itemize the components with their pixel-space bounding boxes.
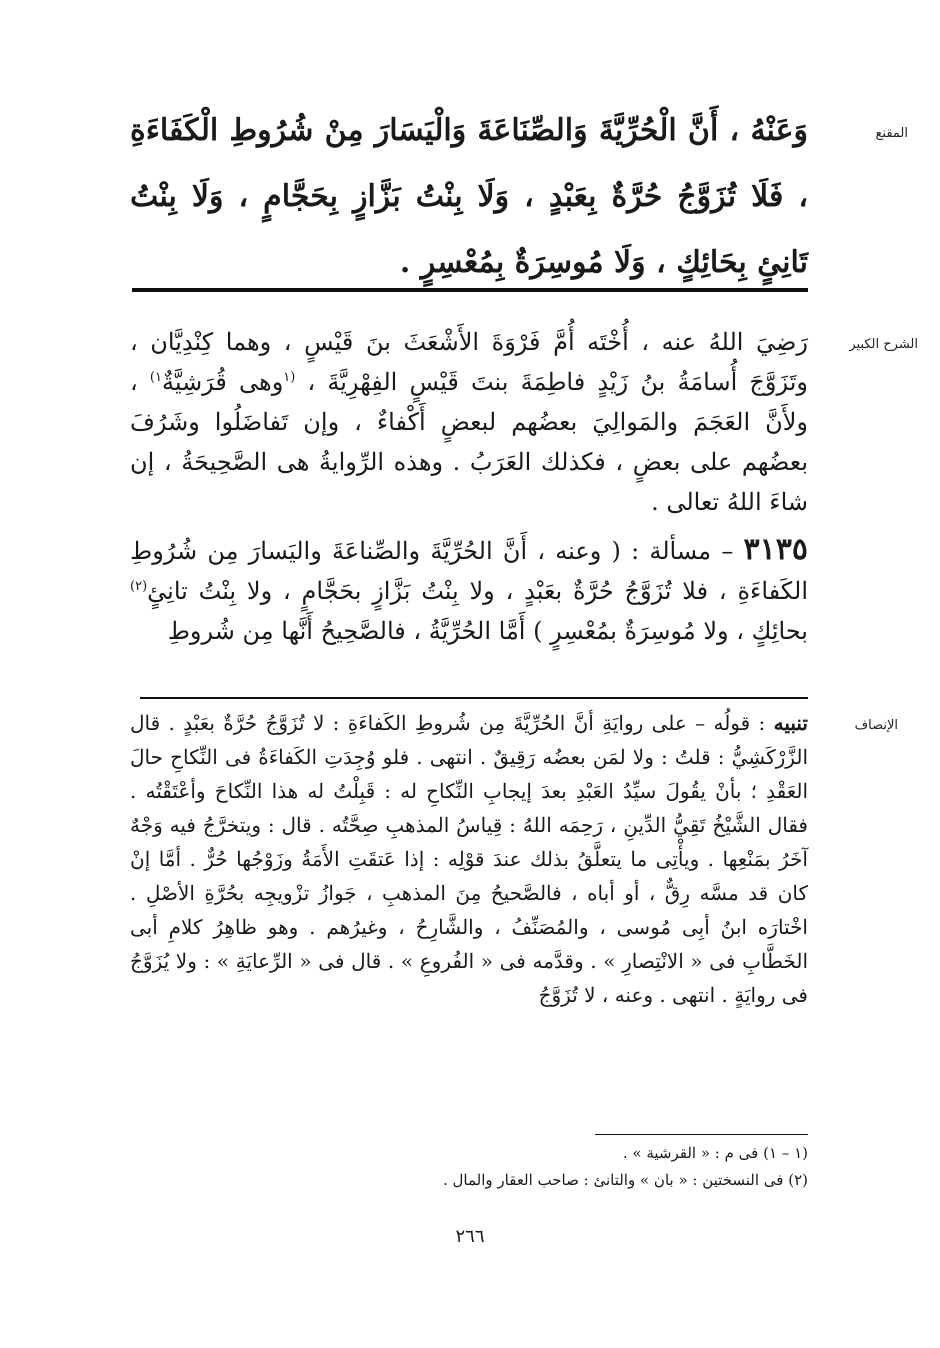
insaf-text — [130, 706, 808, 1012]
sharh-paragraph-1 — [130, 322, 808, 522]
footnote-1: (١ – ١) فى م : « القرشية » . — [622, 1144, 808, 1162]
sharh-text-part: ، ولأَنَّ العَجَمَ والمَوالِيَ بعضُهم لبعضٍ أَكْفاءٌ ، وإن تَفاضَلُوا وشَرُفَ بعضُهم على بعضٍ ، فكذلك العَرَبُ . وهذه الرِّوايةُ هى الصَّحِيحَةُ ، إن شاءَ اللهُ تعالى . — [130, 368, 808, 516]
muqni-text: وَعَنْهُ ، أَنَّ الْحُرِّيَّةَ وَالصِّنَاعَةَ وَالْيَسَارَ مِنْ شُرُوطِ الْكَفَاءَةِ ، فَلَا تُزَوَّجُ حُرَّةٌ بِعَبْدٍ ، وَلَا بِنْتُ بَزَّازٍ بِحَجَّامٍ ، وَلَا بِنْتُ تَانِئٍ بِحَائِكٍ ، وَلَا مُوسِرَةٌ بِمُعْسِرٍ . — [130, 113, 808, 280]
page-number: ٢٦٦ — [455, 1226, 485, 1247]
tanbih-heading: تنبيه — [773, 711, 808, 735]
sharh-text-part: وهى قُرَشِيَّةٌ — [161, 368, 284, 396]
sharh-text — [130, 322, 808, 651]
sharh-text-part: رَضِيَ اللهُ عنه ، أُخْتَه أُمَّ فَرْوَةَ الأَشْعَثَ بنَ قَيْسٍ ، وهما كِنْدِيَّان ، وتَزَوَّجَ أُسامَةُ بنُ زَيْدٍ فاطِمَةَ بنتَ قَيْسٍ الفِهْرِيَّةَ ، — [130, 328, 809, 396]
footnotes — [350, 1140, 808, 1194]
sharh-text-part: – مسألة : ( وعنه ، أَنَّ الحُرِّيَّةَ والصِّناعَةَ واليَسارَ مِن شُرُوطِ الكَفاءَةِ ، فلا تُزَوَّجُ حُرَّةٌ بعَبْدٍ ، ولا بِنْتُ بَزَّازٍ بحَجَّامٍ ، ولا بِنْتُ تانِئٍ — [130, 537, 808, 605]
sharh-divider — [140, 697, 808, 699]
footnote-2-marker: (٢) — [130, 579, 148, 594]
issue-number: ٣١٣٥ — [743, 532, 808, 567]
footnote-1-open-marker: (١ — [283, 370, 296, 385]
footnote-2: (٢) فى النسختين : « بان » والتانئ : صاحب العقار والمال . — [442, 1171, 808, 1189]
muqni-label: المقنع — [875, 126, 908, 141]
footnote-1-close-marker: ١) — [149, 370, 162, 385]
sharh-paragraph-2 — [130, 530, 808, 651]
insaf-body: : قولُه – على روايَةِ أنَّ الحُرِّيَّةَ مِن شُروطِ الكَفاءَةِ : لا تُزَوَّجُ حُرَّةٌ بعَبْدٍ . قال الزَّرْكَشِيُّ : قلتُ : ولا لمَن بعضُه رَقِيقٌ . انتهى . فلو وُجِدَتِ الكَفاءَةُ فى النِّكاحِ حالَ العَقْدِ ؛ بأنْ يقُولَ سيِّدُ العَبْدِ بعدَ إيجابِ النِّكاحِ له : قَبِلْتُ له هذا النِّكاحَ وأعْتَقْتُه . فقال الشَّيْخُ تَقِيُّ الدِّينِ ، رَحِمَه اللهُ : قِياسُ المذهبِ صِحَّتُه . قال : ويتخرَّجُ فيه وَجْهٌ آخَرُ بمَنْعِها . ويأْتِى ما يتعلَّقُ بذلك عندَ قوْلِه : إذا عَتقَتِ الأَمَةُ وزَوْجُها حُرٌّ . أمَّا إنْ كان قد مسَّه رِقٌّ ، أو أباه ، فالصَّحيحُ مِنَ المذهبِ ، جَوازُ تزْويجِه بحُرَّةِ الأصْلِ . اخْتارَه ابنُ أبِى مُوسى ، والمُصَنِّفُ ، والشَّارِحُ ، وغيرُهم . وهو ظاهِرُ كلامِ أبى الخَطَّابِ فى « الانْتِصارِ » . وقدَّمه فى « الفُروعِ » . قال فى « الرِّعايَةِ » : ولا يُزَوَّجُ فى روايَةٍ . انتهى . وعنه ، لا تُزَوَّجُ — [130, 711, 808, 1007]
muqni-divider — [132, 288, 808, 292]
footnote-divider — [595, 1134, 808, 1135]
sharh-text-part: بحائِكٍ ، ولا مُوسِرَةٌ بمُعْسِرٍ ) أَمَّا الحُرِّيَّةُ ، فالصَّحِيحُ أَنَّها مِن شُروطِ — [167, 617, 808, 645]
insaf-label: الإنصاف — [854, 718, 898, 733]
sharh-label: الشرح الكبير — [849, 337, 918, 352]
